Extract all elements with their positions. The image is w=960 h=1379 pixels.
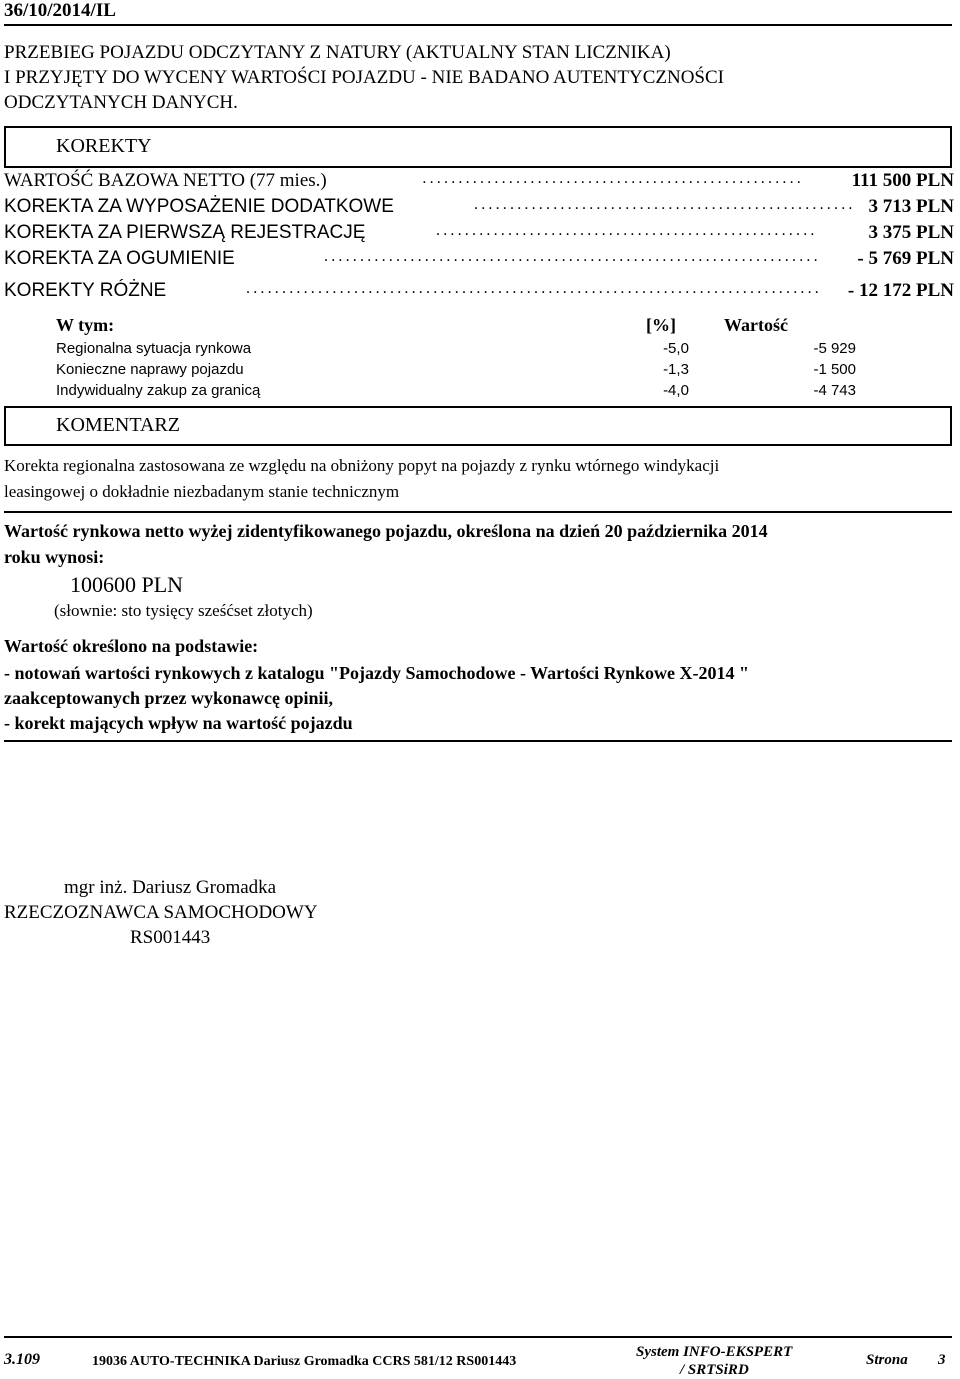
breakdown-value: -5 929 [813, 340, 856, 357]
signer-title: RZECZOZNAWCA SAMOCHODOWY [4, 902, 318, 923]
market-value-amount: 100600 PLN [70, 572, 184, 597]
breakdown-percent: -4,0 [663, 382, 689, 399]
basis-line: zaakceptowanych przez wykonawcę opinii, [4, 688, 333, 708]
market-value-in-words: (słownie: sto tysięcy sześćset złotych) [54, 601, 313, 620]
breakdown-value-header: Wartość [724, 315, 788, 335]
footer-rule [4, 1336, 952, 1338]
comment-header-box [4, 406, 952, 446]
market-line: roku wynosi: [4, 547, 105, 567]
footer-company: 19036 AUTO-TECHNIKA Dariusz Gromadka CCRS 581/12 RS001443 [92, 1354, 517, 1369]
breakdown-percent: -5,0 [663, 340, 689, 357]
notice-line: PRZEBIEG POJAZDU ODCZYTANY Z NATURY (AKTUALNY STAN LICZNIKA) [4, 42, 671, 63]
correction-label: KOREKTA ZA WYPOSAŻENIE DODATKOWE [4, 196, 394, 217]
leader-dots: ................................................................................ [246, 280, 822, 297]
correction-label: KOREKTA ZA PIERWSZĄ REJESTRACJĘ [4, 222, 366, 243]
footer-page-label: Strona [866, 1352, 908, 1368]
leader-dots: ..................................................... [422, 170, 804, 187]
breakdown-title: W tym: [56, 315, 115, 335]
corrections-header: KOREKTY [56, 135, 152, 157]
correction-label: KOREKTY RÓŻNE [4, 280, 167, 301]
document-id: 36/10/2014/IL [4, 0, 116, 21]
leader-dots: ..................................................................... [324, 248, 821, 265]
section-rule [4, 511, 952, 513]
correction-row [4, 196, 954, 222]
correction-row [4, 170, 954, 196]
breakdown-name: Konieczne naprawy pojazdu [56, 361, 244, 378]
correction-amount: 111 500 PLN [851, 170, 954, 191]
breakdown-percent: -1,3 [663, 361, 689, 378]
breakdown-name: Indywidualny zakup za granicą [56, 382, 261, 399]
odometer-notice [4, 40, 944, 115]
signer-name: mgr inż. Dariusz Gromadka [64, 877, 277, 898]
correction-amount: 3 713 PLN [868, 196, 954, 217]
footer-system-line1: System INFO-EKSPERT [636, 1344, 793, 1360]
market-value-statement [4, 518, 944, 570]
correction-row [4, 280, 954, 306]
correction-amount: - 12 172 PLN [847, 280, 954, 301]
comment-line: Korekta regionalna zastosowana ze względu na obniżony popyt na pojazdy z rynku wtórnego windykacji [4, 456, 720, 475]
breakdown-value: -4 743 [813, 382, 856, 399]
correction-row [4, 248, 954, 274]
notice-line: I PRZYJĘTY DO WYCENY WARTOŚCI POJAZDU - NIE BADANO AUTENTYCZNOŚCI [4, 67, 724, 88]
notice-line: ODCZYTANYCH DANYCH. [4, 92, 238, 113]
signer-code: RS001443 [130, 927, 211, 948]
basis-list [4, 661, 944, 736]
section-rule [4, 740, 952, 742]
leader-dots: ..................................................... [436, 222, 818, 239]
basis-line: - notowań wartości rynkowych z katalogu "Pojazdy Samochodowe - Wartości Rynkowe X-2014 " [4, 663, 750, 683]
comment-text [4, 453, 904, 505]
basis-title: Wartość określono na podstawie: [4, 636, 259, 656]
footer-version: 3.109 [4, 1351, 40, 1368]
breakdown-name: Regionalna sytuacja rynkowa [56, 340, 252, 357]
market-line: Wartość rynkowa netto wyżej zidentyfikowanego pojazdu, określona na dzień 20 października 2014 [4, 521, 768, 541]
correction-label: KOREKTA ZA OGUMIENIE [4, 248, 235, 269]
footer-page-number: 3 [938, 1352, 946, 1368]
top-rule [4, 24, 952, 26]
breakdown-value: -1 500 [813, 361, 856, 378]
footer-system-line2: / SRTSiRD [680, 1362, 749, 1378]
breakdown-percent-header: [%] [646, 315, 676, 335]
comment-header: KOMENTARZ [56, 414, 180, 436]
basis-line: - korekt mających wpływ na wartość pojazdu [4, 713, 353, 733]
corrections-header-box [4, 126, 952, 168]
correction-label: WARTOŚĆ BAZOWA NETTO (77 mies.) [4, 170, 327, 191]
leader-dots: ..................................................... [474, 196, 856, 213]
comment-line: leasingowej o dokładnie niezbadanym stanie technicznym [4, 482, 400, 501]
correction-amount: - 5 769 PLN [857, 248, 954, 269]
correction-amount: 3 375 PLN [868, 222, 954, 243]
correction-row [4, 222, 954, 248]
